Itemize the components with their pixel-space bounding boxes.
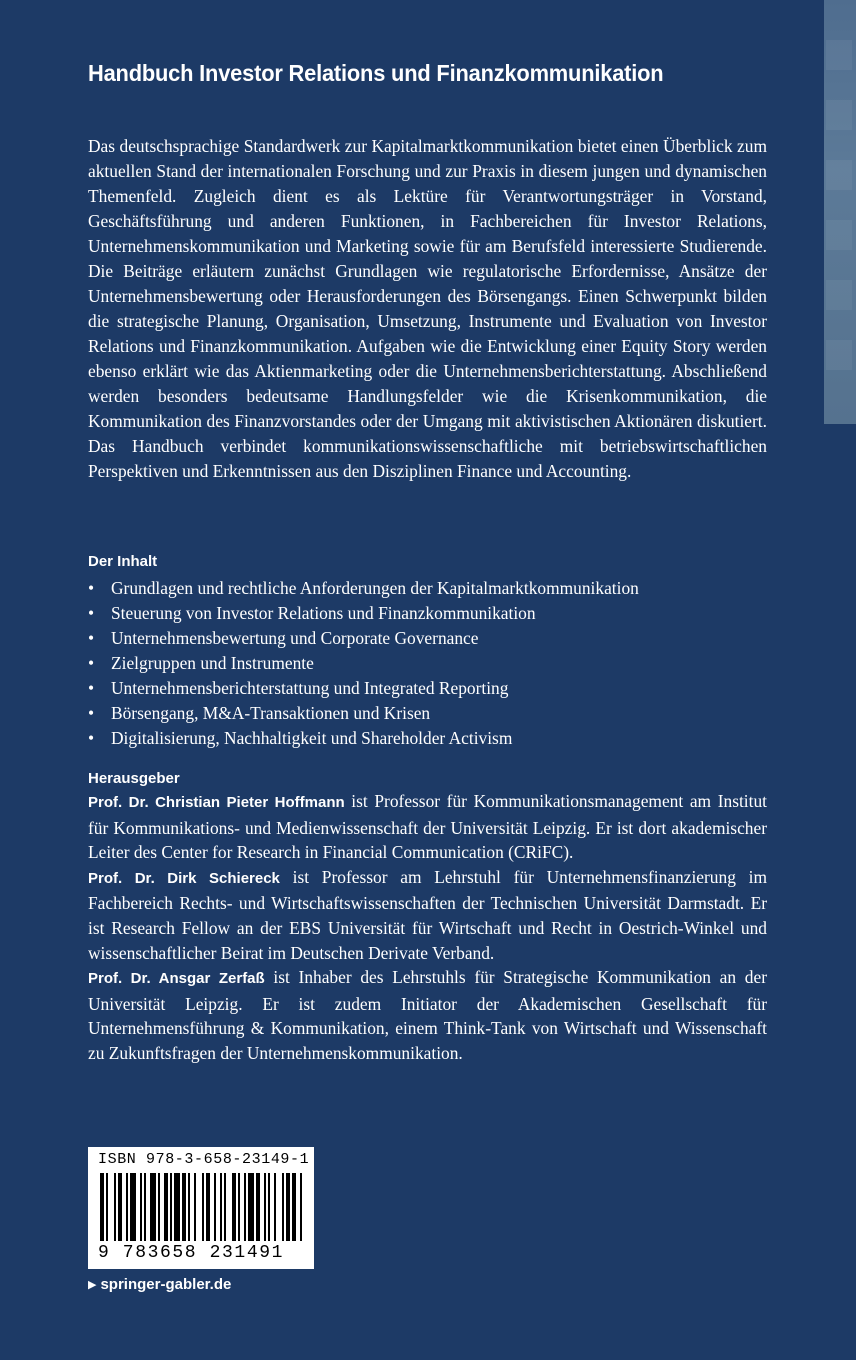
contents-item-text: Unternehmensbewertung und Corporate Governance — [111, 628, 479, 648]
contents-item — [88, 726, 768, 751]
barcode-bar — [282, 1173, 284, 1241]
isbn-barcode — [88, 1147, 314, 1269]
publisher-link[interactable] — [88, 1276, 231, 1293]
barcode-bar — [182, 1173, 186, 1241]
contents-item-text: Unternehmensberichterstattung und Integrated Reporting — [111, 678, 509, 698]
barcode-bar — [238, 1173, 240, 1241]
barcode-bar — [118, 1173, 122, 1241]
barcode-bar — [100, 1173, 104, 1241]
bullet-icon: • — [88, 653, 95, 673]
bullet-icon: • — [88, 678, 95, 698]
barcode-bar — [286, 1173, 290, 1241]
barcode-bar — [126, 1173, 128, 1241]
barcode-bar — [274, 1173, 276, 1241]
barcode-bar — [188, 1173, 190, 1241]
barcode-bar — [174, 1173, 180, 1241]
barcode-bar — [202, 1173, 204, 1241]
barcode-bar — [114, 1173, 116, 1241]
barcode-bar — [158, 1173, 160, 1241]
editor-bio — [88, 789, 767, 865]
bullet-icon: • — [88, 728, 95, 748]
barcode-bar — [150, 1173, 156, 1241]
barcode-bar — [106, 1173, 108, 1241]
barcode-bar — [264, 1173, 266, 1241]
contents-item — [88, 676, 768, 701]
contents-item — [88, 626, 768, 651]
contents-item — [88, 651, 768, 676]
editor-name: Prof. Dr. Christian Pieter Hoffmann — [88, 794, 345, 811]
barcode-bar — [140, 1173, 142, 1241]
contents-item — [88, 701, 768, 726]
barcode-bar — [130, 1173, 136, 1241]
bullet-icon: • — [88, 578, 95, 598]
bullet-icon: • — [88, 628, 95, 648]
publisher-url: springer-gabler.de — [100, 1276, 232, 1293]
bullet-icon: • — [88, 703, 95, 723]
barcode-bar — [292, 1173, 296, 1241]
barcode-bar — [248, 1173, 254, 1241]
barcode-bar — [206, 1173, 210, 1241]
contents-section — [88, 553, 768, 751]
book-title: Handbuch Investor Relations und Finanzkommunikation — [88, 60, 664, 86]
editor-text: ist Professor am Lehrstuhl für Unternehmensfinanzierung im Fachbereich Rechts- und Wirtschaftswissenschaften der Technischen Universität Darmstadt. Er ist Research Fellow an der EBS Universität für Wirtschaft und Recht in Oestrich-Winkel und wissenschaftlicher Beirat im Deutschen Derivate Verband. — [88, 866, 767, 963]
barcode-bar — [170, 1173, 172, 1241]
book-description: Das deutschsprachige Standardwerk zur Kapitalmarktkommunikation bietet einen Überblick zum aktuellen Stand der internationalen Forschung und zur Praxis in diesem jungen und dynamischen Themenfeld. Zugleich dient es als Lektüre für Verantwortungsträger in Vorstand, Geschäftsführung und anderen Funktionen, in Fachbereichen für Investor Relations, Unternehmenskommunikation und Marketing sowie für am Berufsfeld interessierte Studierende. Die Beiträge erläutern zunächst Grundlagen wie regulatorische Erfordernisse, Ansätze der Unternehmensbewertung oder Herausforderungen des Börsengangs. Einen Schwerpunkt bilden die strategische Planung, Organisation, Umsetzung, Instrumente und Evaluation von Investor Relations und Finanzkommunikation. Aufgaben wie die Entwicklung einer Equity Story werden ebenso erklärt wie das Aktienmarketing oder die Unternehmensberichterstattung. Abschließend werden besonders bedeutsame Handlungsfelder wie die Krisenkommunikation, die Kommunikation des Finanzvorstandes oder der Umgang mit aktivistischen Aktionären diskutiert. Das Handbuch verbindet kommunikationswissenschaftliche mit betriebswirtschaftlichen Perspektiven und Erkenntnissen aus den Disziplinen Finance und Accounting. — [88, 136, 767, 481]
barcode-bar — [220, 1173, 222, 1241]
barcode-bar — [194, 1173, 196, 1241]
contents-item-text: Steuerung von Investor Relations und Finanzkommunikation — [111, 603, 536, 623]
editors-section — [88, 770, 767, 1066]
contents-item-text: Grundlagen und rechtliche Anforderungen der Kapitalmarktkommunikation — [111, 578, 639, 598]
editor-name: Prof. Dr. Dirk Schiereck — [88, 869, 280, 887]
barcode-bar — [214, 1173, 216, 1241]
contents-item — [88, 576, 768, 601]
contents-item-text: Zielgruppen und Instrumente — [111, 653, 314, 673]
barcode-bar — [244, 1173, 246, 1241]
barcode-digits: 9 783658 231491 — [98, 1243, 285, 1263]
barcode-bar — [232, 1173, 236, 1241]
contents-item-text: Börsengang, M&A-Transaktionen und Krisen — [111, 703, 431, 723]
contents-item-text: Digitalisierung, Nachhaltigkeit und Shareholder Activism — [111, 728, 513, 748]
editor-text: ist Professor für Kommunikationsmanagement am Institut für Kommunikations- und Medienwissenschaft der Universität Leipzig. Er ist dort akademischer Leiter des Center for Research in Financial Communication (CRiFC). — [88, 791, 767, 863]
spine-strip — [824, 0, 856, 424]
spine-decoration — [826, 40, 852, 400]
editor-name: Prof. Dr. Ansgar Zerfaß — [88, 970, 265, 988]
barcode-bar — [144, 1173, 146, 1241]
isbn-label: ISBN 978-3-658-23149-1 — [98, 1151, 310, 1168]
arrow-right-icon: ▶ — [88, 1279, 97, 1291]
contents-heading: Der Inhalt — [88, 553, 158, 570]
barcode-bar — [224, 1173, 226, 1241]
barcode-bar — [164, 1173, 168, 1241]
editors-list — [88, 789, 767, 1066]
contents-item — [88, 601, 768, 626]
editor-bio — [88, 965, 767, 1065]
editors-heading: Herausgeber — [88, 770, 180, 787]
barcode-bar — [256, 1173, 260, 1241]
barcode-bars — [100, 1173, 304, 1241]
bullet-icon: • — [88, 603, 95, 623]
editor-text: ist Inhaber des Lehrstuhls für Strategische Kommunikation an der Universität Leipzig. Er ist zudem Initiator der Akademischen Gesellschaft für Unternehmensführung & Kommunikation, einem Think-Tank von Wirtschaft und Wissenschaft zu Zukunftsfragen der Unternehmenskommunikation. — [88, 967, 767, 1063]
editor-bio — [88, 865, 767, 965]
contents-list — [88, 576, 768, 751]
barcode-bar — [268, 1173, 270, 1241]
barcode-bar — [300, 1173, 302, 1241]
